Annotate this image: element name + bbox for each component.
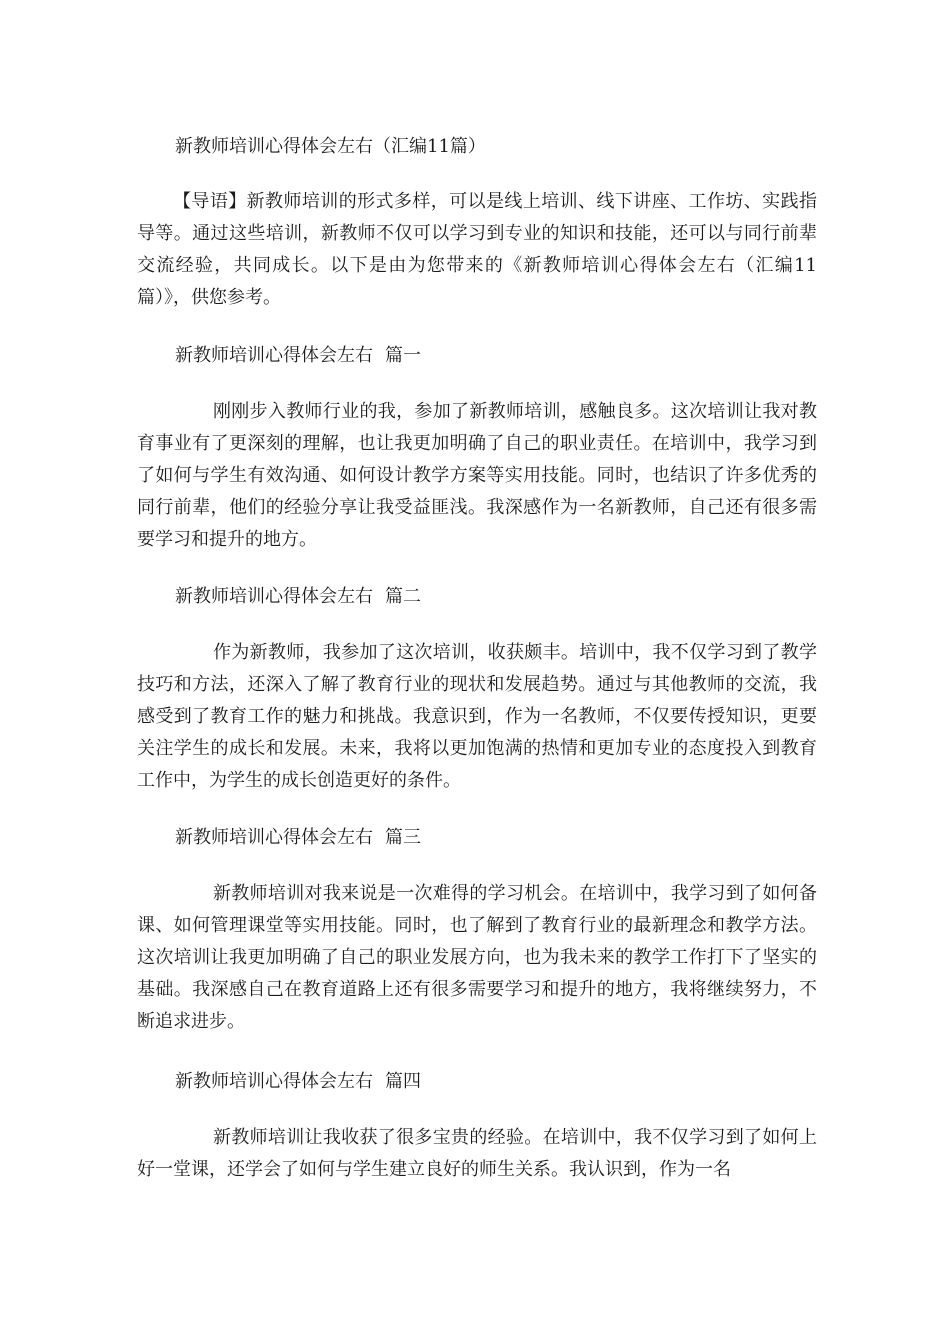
section-heading-4 — [175, 1066, 421, 1098]
section-heading-text: 新教师培训心得体会左右 — [175, 1071, 373, 1092]
section-heading-3 — [175, 822, 421, 854]
section-label: 篇三 — [385, 827, 421, 848]
section-heading-text: 新教师培训心得体会左右 — [175, 586, 373, 607]
section-heading-text: 新教师培训心得体会左右 — [175, 345, 373, 366]
section-label: 篇二 — [385, 586, 421, 607]
section-label: 篇一 — [385, 345, 421, 366]
section-body-4: 新教师培训让我收获了很多宝贵的经验。在培训中，我不仅学习到了如何上好一堂课，还学会了如何与学生建立良好的师生关系。我认识到，作为一名 — [137, 1127, 817, 1180]
section-body-3: 新教师培训对我来说是一次难得的学习机会。在培训中，我学习到了如何备课、如何管理课堂等实用技能。同时，也了解到了教育行业的最新理念和教学方法。这次培训让我更加明确了自己的职业发展方向，也为我未来的教学工作打下了坚实的基础。我深感自己在教育道路上还有很多需要学习和提升的地方，我将继续努力，不断追求进步。 — [137, 883, 817, 1032]
lead-paragraph: 【导语】新教师培训的形式多样，可以是线上培训、线下讲座、工作坊、实践指导等。通过这些培训，新教师不仅可以学习到专业的知识和技能，还可以与同行前辈交流经验，共同成长。以下是由为您带来的《新教师培训心得体会左右（汇编11篇）》，供您参考。 — [137, 191, 817, 308]
section-body-2: 作为新教师，我参加了这次培训，收获颇丰。培训中，我不仅学习到了教学技巧和方法，还深入了解了教育行业的现状和发展趋势。通过与其他教师的交流，我感受到了教育工作的魅力和挑战。我意识到，作为一名教师，不仅要传授知识，更要关注学生的成长和发展。未来，我将以更加饱满的热情和更加专业的态度投入到教育工作中，为学生的成长创造更好的条件。 — [137, 642, 817, 791]
section-heading-text: 新教师培训心得体会左右 — [175, 827, 373, 848]
section-body-1: 刚刚步入教师行业的我，参加了新教师培训，感触良多。这次培训让我对教育事业有了更深刻的理解，也让我更加明确了自己的职业责任。在培训中，我学习到了如何与学生有效沟通、如何设计教学方案等实用技能。同时，也结识了许多优秀的同行前辈，他们的经验分享让我受益匪浅。我深感作为一名新教师，自己还有很多需要学习和提升的地方。 — [137, 401, 817, 550]
section-heading-2 — [175, 581, 421, 613]
section-label: 篇四 — [385, 1071, 421, 1092]
document-title: 新教师培训心得体会左右（汇编11篇） — [175, 136, 486, 157]
section-heading-1 — [175, 340, 421, 372]
